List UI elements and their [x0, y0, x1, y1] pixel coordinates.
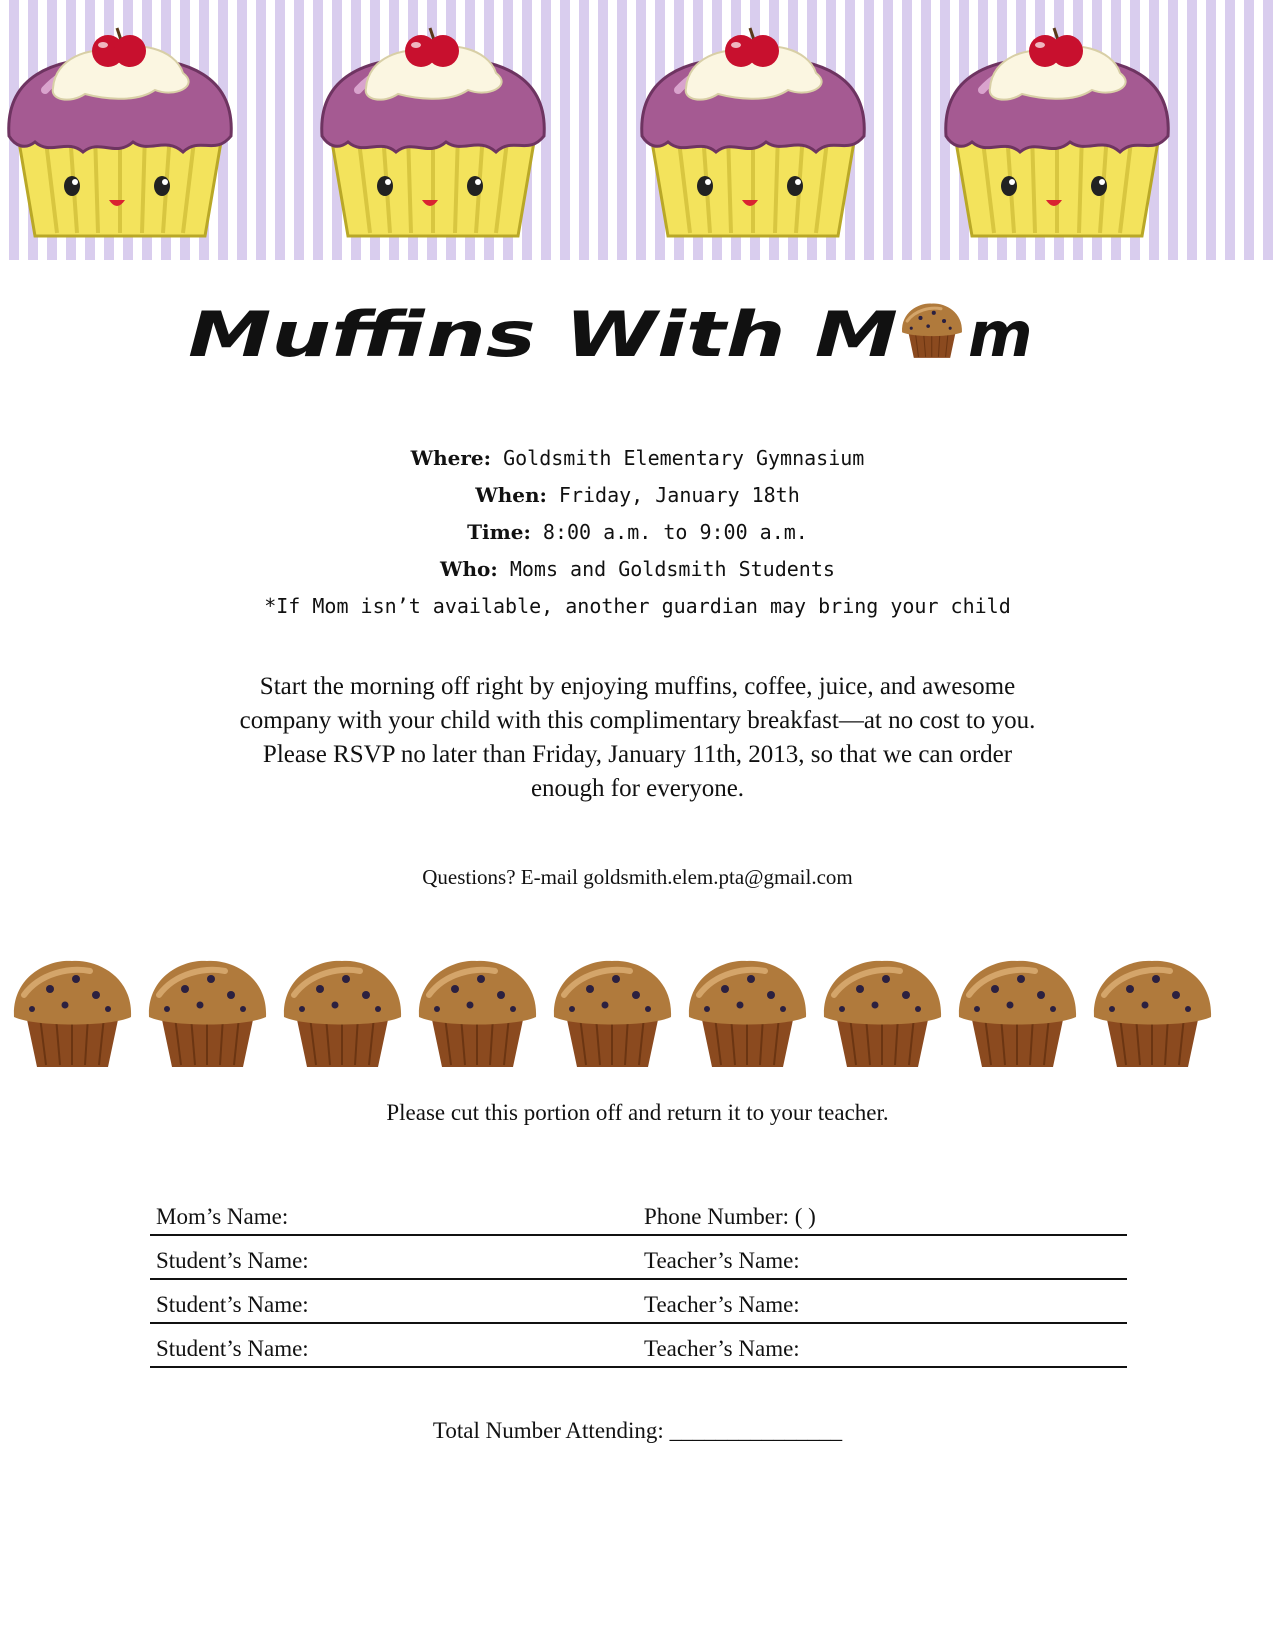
title-text-part2: m: [967, 298, 1033, 371]
guardian-note: *If Mom isn’t available, another guardian may bring your child: [264, 594, 1011, 618]
detail-when: When: Friday, January 18th: [475, 483, 800, 507]
detail-where: Where: Goldsmith Elementary Gymnasium: [410, 446, 865, 470]
event-details: [0, 440, 1275, 625]
teacher-name-field[interactable]: Teacher’s Name:: [644, 1336, 800, 1361]
total-attending-field[interactable]: Total Number Attending: _______________: [432, 1418, 843, 1443]
blueberry-muffin-icon: [902, 304, 962, 358]
blueberry-muffin-icon: [10, 955, 135, 1070]
intro-line: Please RSVP no later than Friday, January 11th, 2013, so that we can order: [262, 741, 1013, 768]
intro-paragraph: [160, 670, 1115, 806]
intro-line: enough for everyone.: [530, 775, 745, 802]
cupcake-face-icon: [942, 18, 1172, 248]
blueberry-muffin-icon: [145, 955, 270, 1070]
student-name-field[interactable]: Student’s Name:: [156, 1248, 309, 1273]
form-row: [150, 1280, 1127, 1324]
detail-time: Time: 8:00 a.m. to 9:00 a.m.: [467, 520, 808, 544]
teacher-name-field[interactable]: Teacher’s Name:: [644, 1292, 800, 1317]
blueberry-muffin-icon: [685, 955, 810, 1070]
form-row: [150, 1236, 1127, 1280]
moms-name-field[interactable]: Mom’s Name:: [156, 1204, 289, 1229]
student-name-field[interactable]: Student’s Name:: [156, 1292, 309, 1317]
intro-line: Start the morning off right by enjoying muffins, coffee, juice, and awesome: [259, 673, 1016, 700]
cupcake-face-icon: [318, 18, 548, 248]
student-name-field[interactable]: Student’s Name:: [156, 1336, 309, 1361]
cupcake-banner: [0, 0, 1275, 260]
intro-line: company with your child with this complimentary breakfast—at no cost to you.: [239, 707, 1036, 734]
blueberry-muffin-icon: [1090, 955, 1215, 1070]
blueberry-muffin-icon: [820, 955, 945, 1070]
cupcake-face-icon: [5, 18, 235, 248]
rsvp-form: [150, 1192, 1127, 1368]
form-row: [150, 1192, 1127, 1236]
teacher-name-field[interactable]: Teacher’s Name:: [644, 1248, 800, 1273]
questions-email: Questions? E-mail goldsmith.elem.pta@gmail.com: [422, 865, 853, 889]
blueberry-muffin-icon: [955, 955, 1080, 1070]
cupcake-face-icon: [638, 18, 868, 248]
blueberry-muffin-icon: [550, 955, 675, 1070]
title-text-part1: Muffins With M: [187, 298, 898, 371]
form-row: [150, 1324, 1127, 1368]
page-title: [0, 290, 1275, 385]
cut-instruction: Please cut this portion off and return it to your teacher.: [386, 1100, 889, 1125]
phone-number-field[interactable]: Phone Number: ( ): [644, 1204, 816, 1229]
blueberry-muffin-icon: [280, 955, 405, 1070]
detail-who: Who: Moms and Goldsmith Students: [440, 557, 835, 581]
blueberry-muffin-icon: [415, 955, 540, 1070]
muffin-divider: [0, 955, 1275, 1075]
